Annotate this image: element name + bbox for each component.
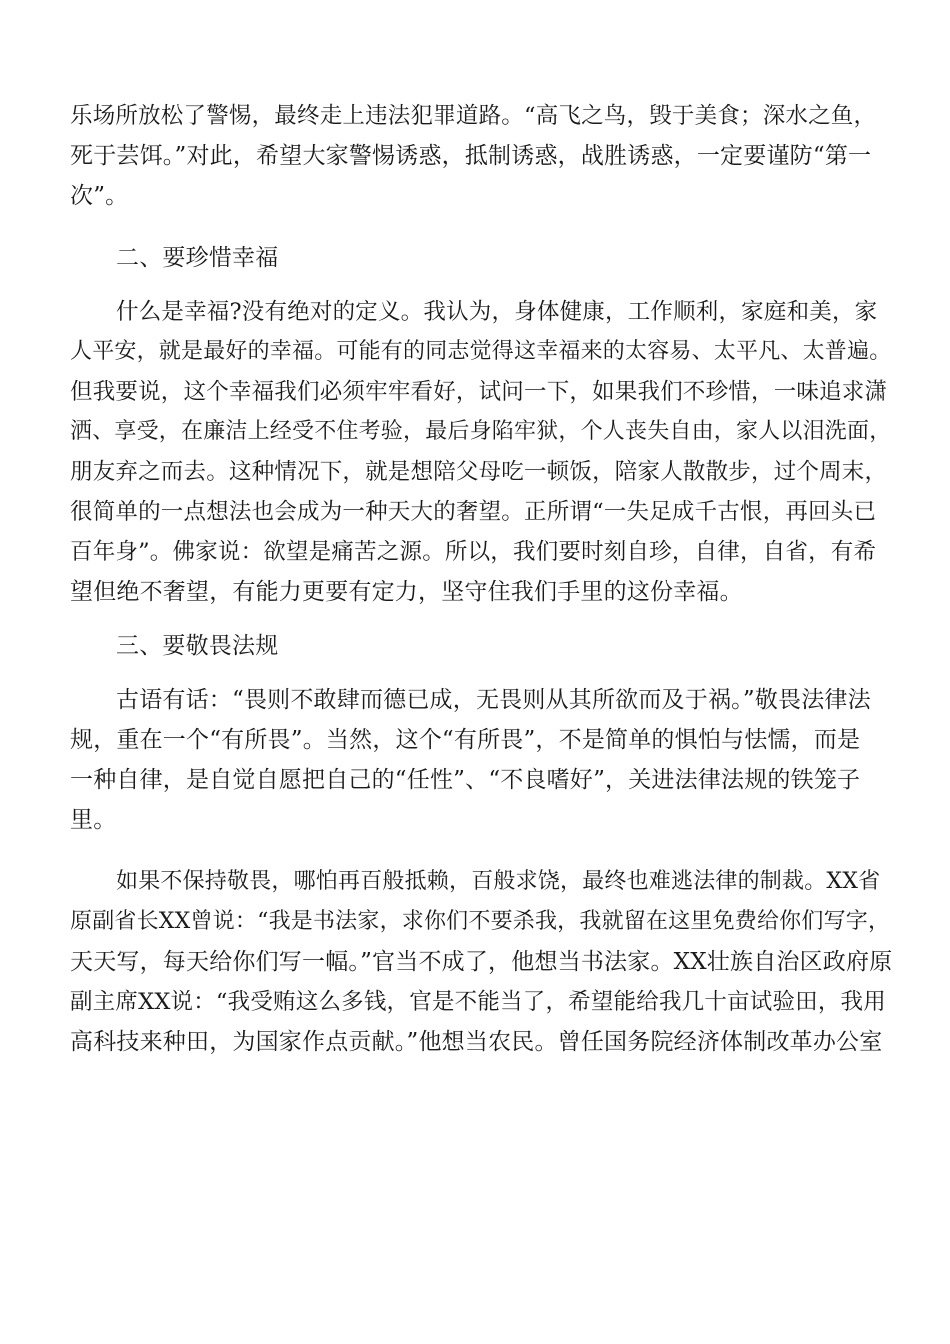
paragraph-line: 乐场所放松了警惕，最终走上违法犯罪道路。“高飞之鸟，毁于美食；深水之鱼， xyxy=(70,103,877,129)
paragraph-line: 什么是幸福?没有绝对的定义。我认为，身体健康，工作顺利，家庭和美，家 xyxy=(116,299,878,325)
section-heading-3: 三、要敬畏法规 xyxy=(116,633,279,659)
paragraph-line: 古语有话：“畏则不敢肆而德已成，无畏则从其所欲而及于祸。”敬畏法律法 xyxy=(116,687,871,713)
paragraph-happiness xyxy=(70,292,892,612)
paragraph-intro xyxy=(70,96,892,216)
paragraph-line: 但我要说，这个幸福我们必须牢牢看好，试问一下，如果我们不珍惜，一味追求潇 xyxy=(70,379,888,405)
section-heading-2: 二、要珍惜幸福 xyxy=(116,245,279,271)
paragraph-line: 洒、享受，在廉洁上经受不住考验，最后身陷牢狱，个人丧失自由，家人以泪洗面， xyxy=(70,419,892,444)
paragraph-line: 高科技来种田，为国家作点贡献。”他想当农民。曾任国务院经济体制改革办公室 xyxy=(70,1029,883,1055)
paragraph-line: 原副省长XX曾说：“我是书法家，求你们不要杀我，我就留在这里免费给你们写字， xyxy=(70,909,891,934)
paragraph-line: 一种自律，是自觉自愿把自己的“任性”、“不良嗜好”，关进法律法规的铁笼子 xyxy=(70,767,861,793)
paragraph-examples xyxy=(70,862,892,1062)
document-page xyxy=(70,96,892,1062)
paragraph-line: 朋友弃之而去。这种情况下，就是想陪父母吃一顿饭，陪家人散散步，过个周末， xyxy=(70,459,888,485)
paragraph-line: 天天写，每天给你们写一幅。”官当不成了，他想当书法家。XX壮族自治区政府原 xyxy=(70,949,893,975)
paragraph-line: 死于芸饵。”对此，希望大家警惕诱惑，抵制诱惑，战胜诱惑，一定要谨防“第一 xyxy=(70,143,872,169)
paragraph-line: 里。 xyxy=(70,807,117,833)
paragraph-line: 很简单的一点想法也会成为一种天大的奢望。正所谓“一失足成千古恨，再回头已 xyxy=(70,499,877,525)
paragraph-line: 望但绝不奢望，有能力更要有定力，坚守住我们手里的这份幸福。 xyxy=(70,579,743,605)
paragraph-line: 副主席XX说：“我受贿这么多钱，官是不能当了，希望能给我几十亩试验田，我用 xyxy=(70,989,886,1015)
paragraph-line: 人平安，就是最好的幸福。可能有的同志觉得这幸福来的太容易、太平凡、太普遍。 xyxy=(70,339,892,364)
paragraph-line: 如果不保持敬畏，哪怕再百般抵赖，百般求饶，最终也难逃法律的制裁。XX省 xyxy=(116,869,881,894)
paragraph-line: 规，重在一个“有所畏”。当然，这个“有所畏”，不是简单的惧怕与怯懦，而是 xyxy=(70,727,861,753)
paragraph-line: 次”。 xyxy=(70,183,129,209)
paragraph-awe xyxy=(70,680,892,840)
paragraph-line: 百年身”。佛家说：欲望是痛苦之源。所以，我们要时刻自珍，自律，自省，有希 xyxy=(70,539,877,565)
